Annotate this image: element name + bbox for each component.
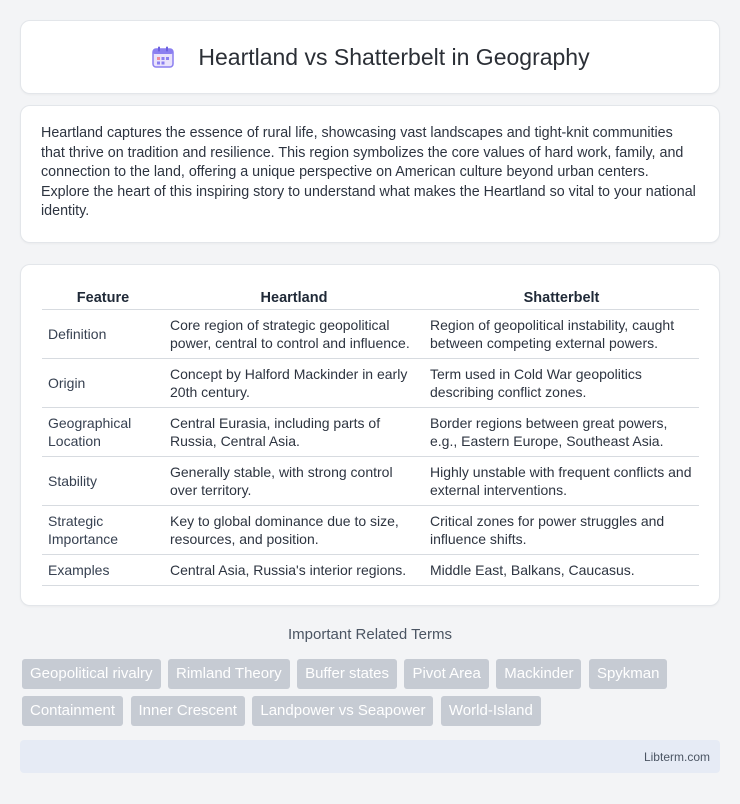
intro-text: Heartland captures the essence of rural life, showcasing vast landscapes and tight-knit communities that thrive on tradition and resilience. This region symbolizes the core values of hard work, family, and connection to the land, offering a unique perspective on American culture beyond urban centers. Explore the heart of this inspiring story to understand what makes the Heartland so vital to your national identity. (41, 125, 696, 219)
table-row (42, 407, 699, 456)
related-term-tag[interactable]: Rimland Theory (168, 659, 290, 689)
comparison-table (42, 287, 699, 586)
related-term-tag[interactable]: Containment (22, 696, 123, 726)
header-card (20, 20, 720, 94)
table-row (42, 309, 699, 358)
heartland-cell: Key to global dominance due to size, resources, and position. (164, 505, 424, 554)
heartland-cell: Central Eurasia, including parts of Russia, Central Asia. (164, 407, 424, 456)
related-term-tag[interactable]: Buffer states (297, 659, 397, 689)
shatterbelt-cell: Border regions between great powers, e.g., Eastern Europe, Southeast Asia. (424, 407, 699, 456)
feature-cell: Examples (42, 554, 164, 585)
related-term-tag[interactable]: Landpower vs Seapower (252, 696, 433, 726)
shatterbelt-cell: Critical zones for power struggles and influence shifts. (424, 505, 699, 554)
related-term-tag[interactable]: Inner Crescent (131, 696, 245, 726)
heartland-cell: Central Asia, Russia's interior regions. (164, 554, 424, 585)
table-header-row (42, 287, 699, 309)
header-feature: Feature (42, 287, 164, 309)
table-row (42, 456, 699, 505)
table-row (42, 358, 699, 407)
comparison-table-card (20, 264, 720, 606)
table-row (42, 554, 699, 585)
feature-cell: Origin (42, 358, 164, 407)
header-heartland: Heartland (164, 287, 424, 309)
heartland-cell: Core region of strategic geopolitical power, central to control and influence. (164, 309, 424, 358)
header-shatterbelt: Shatterbelt (424, 287, 699, 309)
page-title: Heartland vs Shatterbelt in Geography (198, 43, 590, 70)
related-term-tag[interactable]: Pivot Area (404, 659, 488, 689)
feature-cell: Strategic Importance (42, 505, 164, 554)
table-row (42, 505, 699, 554)
shatterbelt-cell: Middle East, Balkans, Caucasus. (424, 554, 699, 585)
shatterbelt-cell: Term used in Cold War geopolitics describing conflict zones. (424, 358, 699, 407)
related-terms-title: Important Related Terms (288, 626, 452, 643)
feature-cell: Stability (42, 456, 164, 505)
related-terms-list (22, 659, 722, 733)
heartland-cell: Generally stable, with strong control over territory. (164, 456, 424, 505)
footer-site-link[interactable]: Libterm.com (643, 750, 710, 764)
related-term-tag[interactable]: World-Island (441, 696, 541, 726)
calendar-icon (150, 44, 176, 70)
related-term-tag[interactable]: Spykman (589, 659, 668, 689)
feature-cell: Geographical Location (42, 407, 164, 456)
heartland-cell: Concept by Halford Mackinder in early 20th century. (164, 358, 424, 407)
feature-cell: Definition (42, 309, 164, 358)
shatterbelt-cell: Highly unstable with frequent conflicts and external interventions. (424, 456, 699, 505)
related-term-tag[interactable]: Geopolitical rivalry (22, 659, 161, 689)
intro-card (20, 105, 720, 243)
shatterbelt-cell: Region of geopolitical instability, caught between competing external powers. (424, 309, 699, 358)
footer (20, 740, 720, 773)
related-term-tag[interactable]: Mackinder (496, 659, 581, 689)
